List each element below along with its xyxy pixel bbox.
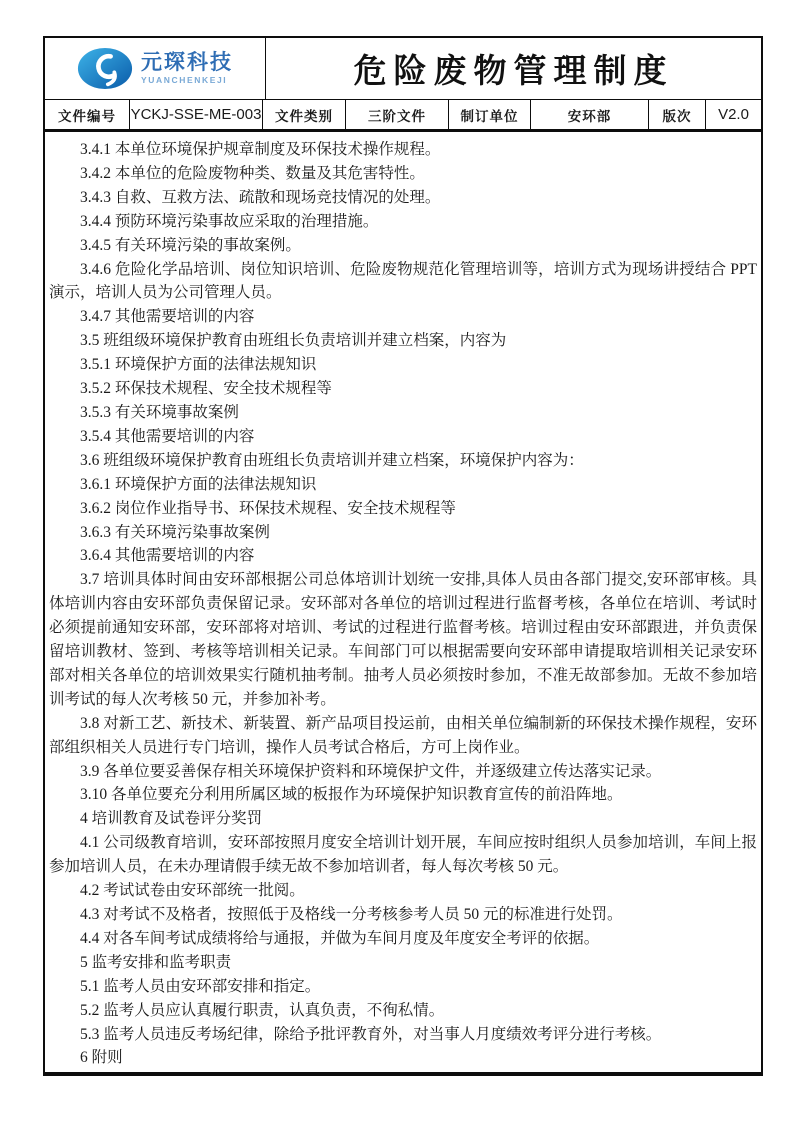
meta-row bbox=[45, 100, 761, 132]
body-paragraph: 5.2 监考人员应认真履行职责，认真负责，不徇私情。 bbox=[80, 1001, 445, 1019]
document-body bbox=[45, 132, 761, 1070]
body-paragraph: 3.5.3 有关环境事故案例 bbox=[80, 403, 239, 421]
body-paragraph: 4.4 对各车间考试成绩将给与通报，并做为车间月度及年度安全考评的依据。 bbox=[80, 929, 600, 947]
body-paragraph: 3.4.5 有关环境污染的事故案例。 bbox=[80, 236, 301, 254]
body-paragraph: 3.6.4 其他需要培训的内容 bbox=[80, 547, 255, 565]
document-title: 危险废物管理制度 bbox=[353, 54, 674, 90]
body-paragraph: 3.5.1 环境保护方面的法律法规知识 bbox=[80, 356, 317, 374]
body-paragraph: 4.3 对考试不及格者，按照低于及格线一分考核参考人员 50 元的标准进行处罚。 bbox=[80, 906, 623, 923]
meta-label-doc-number: 文件编号 bbox=[45, 100, 130, 129]
company-name-block bbox=[141, 52, 233, 85]
body-paragraph: 3.4.1 本单位环境保护规章制度及环保技术操作规程。 bbox=[80, 141, 441, 158]
document-header bbox=[45, 38, 761, 100]
body-paragraph: 3.6 班组级环境保护教育由班组长负责培训并建立档案，环境保护内容为： bbox=[80, 451, 584, 469]
body-paragraph: 3.5.4 其他需要培训的内容 bbox=[80, 427, 255, 445]
company-logo bbox=[45, 38, 266, 99]
body-paragraph: 5.3 监考人员违反考场纪律，除给予批评教育外，对当事人月度绩效考评分进行考核。 bbox=[80, 1025, 662, 1043]
body-paragraph: 3.7 培训具体时间由安环部根据公司总体培训计划统一安排,具体人员由各部门提交,安环部审核。具体培训内容由安环部负责保留记录。安环部对各单位的培训过程进行监督考核，各单位在培训、考试时必须提前通知安环部，安环部将对培训、考试的过程进行监督考核。培训过程由安环部跟进，并负责保留培训教材、签到、考核等培训相关记录。车间部门可以根据需要向安环部申请提取培训相关记录安环部对相关各单位的培训效果实行随机抽考制。抽考人员必须按时参加，不准无故部参加。无故不参加培训考试的每人次考核 50 元，并参加补考。 bbox=[49, 571, 757, 708]
body-paragraph: 3.8 对新工艺、新技术、新装置、新产品项目投运前，由相关单位编制新的环保技术操作规程，安环部组织相关人员进行专门培训，操作人员考试合格后，方可上岗作业。 bbox=[49, 714, 757, 756]
body-paragraph: 3.4.3 自救、互救方法、疏散和现场竞技情况的处理。 bbox=[80, 188, 441, 206]
body-paragraph: 5.1 监考人员由安环部安排和指定。 bbox=[80, 977, 321, 995]
body-paragraph: 3.6.3 有关环境污染事故案例 bbox=[80, 523, 270, 541]
meta-label-doc-category: 文件类别 bbox=[263, 100, 346, 129]
meta-value-issuing-dept: 安环部 bbox=[531, 100, 649, 129]
meta-value-version: V2.0 bbox=[718, 106, 749, 123]
meta-label-issuing-dept: 制订单位 bbox=[449, 100, 531, 129]
body-paragraph: 3.6.2 岗位作业指导书、环保技术规程、安全技术规程等 bbox=[80, 499, 456, 517]
body-paragraph: 5 监考安排和监考职责 bbox=[80, 953, 232, 971]
body-paragraph: 3.4.7 其他需要培训的内容 bbox=[80, 308, 255, 326]
document-frame bbox=[43, 36, 763, 1076]
meta-label-version: 版次 bbox=[649, 100, 706, 129]
body-paragraph: 3.5.2 环保技术规程、安全技术规程等 bbox=[80, 380, 332, 398]
company-name-en: YUANCHENKEJI bbox=[141, 75, 228, 86]
body-paragraph: 3.4.6 危险化学品培训、岗位知识培训、危险废物规范化管理培训等，培训方式为现场讲授结合 PPT 演示，培训人员为公司管理人员。 bbox=[49, 260, 757, 302]
body-paragraph: 3.4.4 预防环境污染事故应采取的治理措施。 bbox=[80, 212, 379, 230]
company-logo-icon bbox=[77, 47, 133, 90]
company-name: 元琛科技 bbox=[141, 51, 233, 75]
body-paragraph: 3.5 班组级环境保护教育由班组长负责培训并建立档案，内容为 bbox=[80, 332, 507, 350]
body-paragraph: 6 附则 bbox=[80, 1049, 123, 1067]
body-paragraph: 3.9 各单位要妥善保存相关环境保护资料和环境保护文件，并逐级建立传达落实记录。 bbox=[80, 762, 662, 780]
body-paragraph: 4 培训教育及试卷评分奖罚 bbox=[80, 810, 263, 828]
body-paragraph: 4.1 公司级教育培训，安环部按照月度安全培训计划开展，车间应按时组织人员参加培训，车间上报参加培训人员，在未办理请假手续无故不参加培训者，每人每次考核 50 元。 bbox=[49, 834, 757, 876]
meta-value-doc-category: 三阶文件 bbox=[346, 100, 449, 129]
meta-value-doc-number: YCKJ-SSE-ME-003 bbox=[130, 100, 263, 129]
body-paragraph: 3.4.2 本单位的危险废物种类、数量及其危害特性。 bbox=[80, 164, 425, 182]
body-paragraph: 3.6.1 环境保护方面的法律法规知识 bbox=[80, 475, 317, 493]
body-paragraph: 3.10 各单位要充分利用所属区域的板报作为环境保护知识教育宣传的前沿阵地。 bbox=[80, 786, 623, 804]
body-paragraph: 4.2 考试试卷由安环部统一批阅。 bbox=[80, 882, 305, 900]
title-cell bbox=[266, 38, 761, 99]
